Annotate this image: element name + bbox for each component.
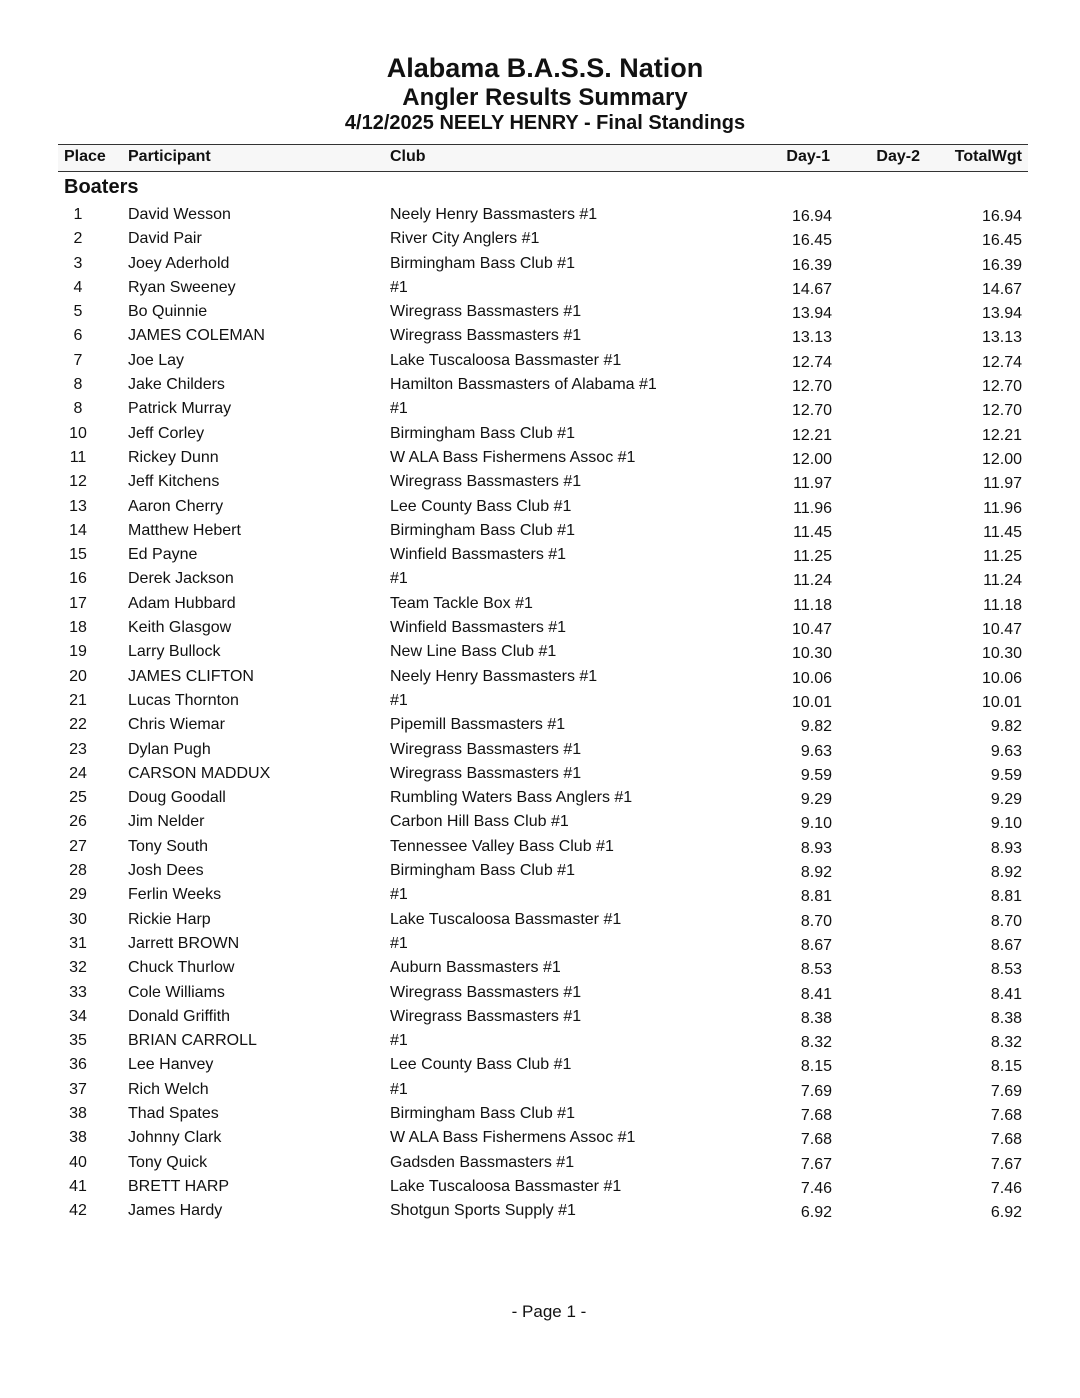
- day1-cell: 8.15: [800, 1058, 832, 1076]
- club-cell: Shotgun Sports Supply #1: [390, 1202, 576, 1220]
- table-row: [58, 908, 1028, 932]
- place-cell: 23: [69, 740, 87, 758]
- day1-cell: 9.82: [800, 718, 832, 736]
- day1-cell: 9.59: [800, 766, 832, 784]
- place-cell: 17: [69, 594, 87, 612]
- place-cell: 8: [73, 376, 83, 394]
- table-row: [58, 446, 1028, 470]
- place-cell: 13: [69, 497, 87, 515]
- place-cell: 8: [73, 400, 83, 418]
- total-cell: 7.69: [990, 1082, 1022, 1100]
- table-row: [58, 495, 1028, 519]
- day1-cell: 12.00: [791, 450, 832, 468]
- table-row: [58, 203, 1028, 227]
- participant-cell: Bo Quinnie: [128, 303, 208, 321]
- participant-cell: Jake Childers: [128, 376, 225, 394]
- total-cell: 14.67: [981, 280, 1022, 298]
- club-cell: Wiregrass Bassmasters #1: [390, 303, 582, 321]
- participant-cell: Ryan Sweeney: [128, 278, 236, 296]
- participant-cell: Jeff Corley: [128, 424, 205, 442]
- place-cell: 12: [69, 473, 87, 491]
- day1-cell: 10.47: [791, 621, 832, 639]
- total-cell: 13.94: [981, 305, 1022, 323]
- day1-cell: 8.32: [800, 1034, 832, 1052]
- club-cell: Team Tackle Box #1: [390, 594, 533, 612]
- club-cell: #1: [390, 886, 408, 904]
- table-row: [58, 1151, 1028, 1175]
- column-header-day1: Day-1: [786, 148, 830, 165]
- table-row: [58, 640, 1028, 664]
- club-cell: Wiregrass Bassmasters #1: [390, 983, 582, 1001]
- total-cell: 8.67: [990, 936, 1022, 954]
- participant-cell: Aaron Cherry: [128, 497, 224, 515]
- day1-cell: 12.74: [791, 353, 832, 371]
- day1-cell: 8.38: [800, 1009, 832, 1027]
- day1-cell: 11.25: [793, 548, 832, 566]
- column-header-day2: Day-2: [876, 148, 920, 165]
- participant-cell: Larry Bullock: [128, 643, 221, 661]
- place-cell: 25: [69, 789, 87, 807]
- place-cell: 18: [69, 619, 87, 637]
- place-cell: 16: [69, 570, 87, 588]
- place-cell: 31: [69, 934, 87, 952]
- table-row: [58, 810, 1028, 834]
- participant-cell: BRETT HARP: [128, 1177, 230, 1195]
- participant-cell: Tony South: [128, 837, 209, 855]
- table-row: [58, 932, 1028, 956]
- column-header-club: Club: [390, 148, 426, 165]
- place-cell: 14: [69, 521, 87, 539]
- day1-cell: 10.30: [791, 645, 832, 663]
- table-row: [58, 470, 1028, 494]
- place-cell: 32: [69, 959, 87, 977]
- club-cell: #1: [390, 278, 408, 296]
- place-cell: 35: [69, 1032, 87, 1050]
- place-cell: 37: [69, 1080, 87, 1098]
- total-cell: 7.68: [990, 1106, 1022, 1124]
- club-cell: Birmingham Bass Club #1: [390, 862, 575, 880]
- place-cell: 38: [69, 1129, 87, 1147]
- table-row: [58, 616, 1028, 640]
- total-cell: 16.94: [981, 208, 1022, 225]
- participant-cell: Jarrett BROWN: [128, 934, 240, 952]
- club-cell: Neely Henry Bassmasters #1: [390, 667, 598, 685]
- participant-cell: Lucas Thornton: [128, 691, 239, 709]
- participant-cell: Thad Spates: [128, 1104, 219, 1122]
- table-row: [58, 276, 1028, 300]
- participant-cell: Cole Williams: [128, 983, 225, 1001]
- total-cell: 10.30: [981, 645, 1022, 663]
- day1-cell: 12.70: [791, 402, 832, 420]
- day1-cell: 8.93: [800, 839, 832, 857]
- table-row: [58, 762, 1028, 786]
- participant-cell: Chris Wiemar: [128, 716, 225, 734]
- table-row: [58, 738, 1028, 762]
- event-title: 4/12/2025 NEELY HENRY - Final Standings: [344, 112, 746, 134]
- club-cell: Lake Tuscaloosa Bassmaster #1: [390, 910, 622, 928]
- day1-cell: 16.39: [791, 256, 832, 274]
- total-cell: 8.70: [990, 912, 1022, 930]
- table-row: [58, 252, 1028, 276]
- table-row: [58, 689, 1028, 713]
- total-cell: 12.70: [981, 378, 1022, 396]
- participant-cell: Joey Aderhold: [128, 254, 230, 272]
- total-cell: 12.21: [981, 426, 1022, 444]
- club-cell: Birmingham Bass Club #1: [390, 424, 575, 442]
- total-cell: 12.70: [981, 402, 1022, 420]
- total-cell: 7.46: [990, 1179, 1022, 1197]
- total-cell: 8.81: [990, 888, 1022, 906]
- table-row: [58, 786, 1028, 810]
- club-cell: #1: [390, 1032, 408, 1050]
- column-header-total: TotalWgt: [954, 148, 1022, 165]
- day1-cell: 7.67: [800, 1155, 832, 1173]
- total-cell: 11.18: [983, 596, 1022, 614]
- day1-cell: 11.96: [793, 499, 832, 517]
- place-cell: 42: [69, 1202, 87, 1220]
- day1-cell: 10.06: [791, 669, 832, 687]
- club-cell: Lee County Bass Club #1: [390, 497, 572, 515]
- day1-cell: 6.92: [800, 1204, 832, 1222]
- place-cell: 28: [69, 862, 87, 880]
- participant-cell: Jeff Kitchens: [128, 473, 220, 491]
- participant-cell: Rickey Dunn: [128, 448, 219, 466]
- club-cell: Hamilton Bassmasters of Alabama #1: [390, 376, 657, 394]
- total-cell: 6.92: [990, 1204, 1022, 1222]
- total-cell: 9.82: [990, 718, 1022, 736]
- participant-cell: Doug Goodall: [128, 789, 226, 807]
- table-row: [58, 592, 1028, 616]
- total-cell: 8.32: [990, 1034, 1022, 1052]
- participant-cell: Adam Hubbard: [128, 594, 236, 612]
- day1-cell: 9.63: [800, 742, 832, 760]
- page-number: - Page 1 -: [511, 1302, 587, 1321]
- participant-cell: James Hardy: [128, 1202, 223, 1220]
- participant-cell: CARSON MADDUX: [128, 764, 271, 782]
- total-cell: 10.47: [981, 621, 1022, 639]
- table-row: [58, 349, 1028, 373]
- report-title: Angler Results Summary: [402, 84, 688, 111]
- total-cell: 9.59: [990, 766, 1022, 784]
- day1-cell: 12.70: [791, 378, 832, 396]
- place-cell: 26: [69, 813, 87, 831]
- total-cell: 8.93: [990, 839, 1022, 857]
- total-cell: 10.06: [981, 669, 1022, 687]
- participant-cell: JAMES COLEMAN: [128, 327, 265, 345]
- place-cell: 22: [69, 716, 87, 734]
- participant-cell: Donald Griffith: [128, 1007, 230, 1025]
- participant-cell: Chuck Thurlow: [128, 959, 235, 977]
- participant-cell: Josh Dees: [128, 862, 204, 880]
- club-cell: Carbon Hill Bass Club #1: [390, 813, 569, 831]
- total-cell: 7.68: [990, 1131, 1022, 1149]
- total-cell: 11.25: [983, 548, 1022, 566]
- day1-cell: 8.41: [800, 985, 832, 1003]
- place-cell: 36: [69, 1056, 87, 1074]
- total-cell: 13.13: [981, 329, 1022, 347]
- total-cell: 9.63: [990, 742, 1022, 760]
- table-row: [58, 713, 1028, 737]
- participant-cell: Joe Lay: [128, 351, 185, 369]
- club-cell: Lee County Bass Club #1: [390, 1056, 572, 1074]
- day1-cell: 11.97: [793, 475, 832, 493]
- day1-cell: 10.01: [791, 693, 832, 711]
- place-cell: 4: [73, 278, 83, 296]
- table-row: [58, 1175, 1028, 1199]
- participant-cell: Lee Hanvey: [128, 1056, 214, 1074]
- table-row: [58, 567, 1028, 591]
- total-cell: 8.92: [990, 864, 1022, 882]
- place-cell: 33: [69, 983, 87, 1001]
- day1-cell: 7.46: [800, 1179, 832, 1197]
- total-cell: 7.67: [990, 1155, 1022, 1173]
- table-row: [58, 883, 1028, 907]
- table-row: [58, 227, 1028, 251]
- club-cell: #1: [390, 934, 408, 952]
- place-cell: 21: [69, 691, 87, 709]
- club-cell: Winfield Bassmasters #1: [390, 619, 567, 637]
- total-cell: 10.01: [981, 693, 1022, 711]
- club-cell: New Line Bass Club #1: [390, 643, 557, 661]
- club-cell: #1: [390, 1080, 408, 1098]
- table-row: [58, 981, 1028, 1005]
- day1-cell: 7.68: [800, 1106, 832, 1124]
- place-cell: 29: [69, 886, 87, 904]
- club-cell: Tennessee Valley Bass Club #1: [390, 837, 614, 855]
- total-cell: 11.96: [983, 499, 1022, 517]
- club-cell: W ALA Bass Fishermens Assoc #1: [390, 448, 636, 466]
- place-cell: 3: [73, 254, 83, 272]
- participant-cell: Derek Jackson: [128, 570, 234, 588]
- total-cell: 11.24: [983, 572, 1022, 590]
- participant-cell: David Wesson: [128, 206, 231, 223]
- column-header-participant: Participant: [128, 148, 211, 165]
- club-cell: W ALA Bass Fishermens Assoc #1: [390, 1129, 636, 1147]
- day1-cell: 8.70: [800, 912, 832, 930]
- club-cell: Wiregrass Bassmasters #1: [390, 764, 582, 782]
- club-cell: Wiregrass Bassmasters #1: [390, 473, 582, 491]
- table-row: [58, 1199, 1028, 1223]
- club-cell: Pipemill Bassmasters #1: [390, 716, 566, 734]
- club-cell: Wiregrass Bassmasters #1: [390, 740, 582, 758]
- club-cell: Birmingham Bass Club #1: [390, 1104, 575, 1122]
- day1-cell: 11.18: [793, 596, 832, 614]
- total-cell: 16.39: [981, 256, 1022, 274]
- table-row: [58, 324, 1028, 348]
- section-heading: Boaters: [64, 176, 139, 198]
- day1-cell: 12.21: [791, 426, 832, 444]
- place-cell: 41: [69, 1177, 87, 1195]
- org-title: Alabama B.A.S.S. Nation: [386, 53, 704, 83]
- results-table-body: [58, 203, 1028, 1223]
- table-row: [58, 1102, 1028, 1126]
- total-cell: 8.41: [990, 985, 1022, 1003]
- total-cell: 9.29: [990, 791, 1022, 809]
- club-cell: Neely Henry Bassmasters #1: [390, 206, 598, 223]
- total-cell: 11.45: [983, 523, 1022, 541]
- total-cell: 8.15: [990, 1058, 1022, 1076]
- total-cell: 11.97: [983, 475, 1022, 493]
- participant-cell: Jim Nelder: [128, 813, 205, 831]
- day1-cell: 13.13: [791, 329, 832, 347]
- club-cell: Birmingham Bass Club #1: [390, 254, 575, 272]
- day1-cell: 16.45: [791, 232, 832, 250]
- participant-cell: Rickie Harp: [128, 910, 211, 928]
- day1-cell: 8.92: [800, 864, 832, 882]
- club-cell: Wiregrass Bassmasters #1: [390, 1007, 582, 1025]
- participant-cell: Dylan Pugh: [128, 740, 211, 758]
- table-row: [58, 1126, 1028, 1150]
- club-cell: Gadsden Bassmasters #1: [390, 1153, 575, 1171]
- club-cell: Rumbling Waters Bass Anglers #1: [390, 789, 633, 807]
- participant-cell: Johnny Clark: [128, 1129, 222, 1147]
- place-cell: 30: [69, 910, 87, 928]
- day1-cell: 13.94: [791, 305, 832, 323]
- place-cell: 34: [69, 1007, 87, 1025]
- table-header: [58, 144, 1028, 172]
- participant-cell: JAMES CLIFTON: [128, 667, 254, 685]
- day1-cell: 11.24: [793, 572, 832, 590]
- day1-cell: 8.67: [800, 936, 832, 954]
- place-cell: 40: [69, 1153, 87, 1171]
- place-cell: 6: [73, 327, 83, 345]
- day1-cell: 7.68: [800, 1131, 832, 1149]
- place-cell: 15: [69, 546, 87, 564]
- total-cell: 9.10: [990, 815, 1022, 833]
- table-row: [58, 1005, 1028, 1029]
- club-cell: Wiregrass Bassmasters #1: [390, 327, 582, 345]
- total-cell: 16.45: [981, 232, 1022, 250]
- day1-cell: 8.81: [800, 888, 832, 906]
- place-cell: 19: [69, 643, 87, 661]
- day1-cell: 14.67: [791, 280, 832, 298]
- table-row: [58, 519, 1028, 543]
- table-row: [58, 300, 1028, 324]
- total-cell: 12.74: [981, 353, 1022, 371]
- club-cell: Birmingham Bass Club #1: [390, 521, 575, 539]
- total-cell: 8.38: [990, 1009, 1022, 1027]
- club-cell: #1: [390, 691, 408, 709]
- place-cell: 38: [69, 1104, 87, 1122]
- club-cell: Winfield Bassmasters #1: [390, 546, 567, 564]
- table-row: [58, 1078, 1028, 1102]
- report-title-block: [0, 52, 1080, 135]
- club-cell: #1: [390, 570, 408, 588]
- place-cell: 24: [69, 764, 87, 782]
- day1-cell: 16.94: [791, 208, 832, 225]
- day1-cell: 9.10: [800, 815, 832, 833]
- place-cell: 7: [73, 351, 83, 369]
- place-cell: 20: [69, 667, 87, 685]
- participant-cell: David Pair: [128, 230, 202, 248]
- table-row: [58, 956, 1028, 980]
- club-cell: #1: [390, 400, 408, 418]
- day1-cell: 7.69: [800, 1082, 832, 1100]
- participant-cell: Keith Glasgow: [128, 619, 232, 637]
- table-row: [58, 373, 1028, 397]
- participant-cell: Patrick Murray: [128, 400, 232, 418]
- total-cell: 12.00: [981, 450, 1022, 468]
- club-cell: Auburn Bassmasters #1: [390, 959, 561, 977]
- place-cell: 27: [69, 837, 87, 855]
- table-row: [58, 422, 1028, 446]
- table-row: [58, 665, 1028, 689]
- place-cell: 2: [73, 230, 83, 248]
- participant-cell: Ferlin Weeks: [128, 886, 222, 904]
- day1-cell: 8.53: [800, 961, 832, 979]
- place-cell: 5: [73, 303, 83, 321]
- day1-cell: 11.45: [793, 523, 832, 541]
- table-row: [58, 835, 1028, 859]
- club-cell: River City Anglers #1: [390, 230, 540, 248]
- table-row: [58, 397, 1028, 421]
- day1-cell: 9.29: [800, 791, 832, 809]
- place-cell: 10: [69, 424, 87, 442]
- table-row: [58, 543, 1028, 567]
- table-row: [58, 859, 1028, 883]
- place-cell: 11: [69, 448, 87, 466]
- club-cell: Lake Tuscaloosa Bassmaster #1: [390, 1177, 622, 1195]
- place-cell: 1: [73, 206, 83, 223]
- total-cell: 8.53: [990, 961, 1022, 979]
- club-cell: Lake Tuscaloosa Bassmaster #1: [390, 351, 622, 369]
- participant-cell: Tony Quick: [128, 1153, 208, 1171]
- participant-cell: BRIAN CARROLL: [128, 1032, 257, 1050]
- table-row: [58, 1029, 1028, 1053]
- participant-cell: Rich Welch: [128, 1080, 209, 1098]
- table-row: [58, 1053, 1028, 1077]
- participant-cell: Matthew Hebert: [128, 521, 241, 539]
- participant-cell: Ed Payne: [128, 546, 198, 564]
- column-header-place: Place: [64, 148, 106, 165]
